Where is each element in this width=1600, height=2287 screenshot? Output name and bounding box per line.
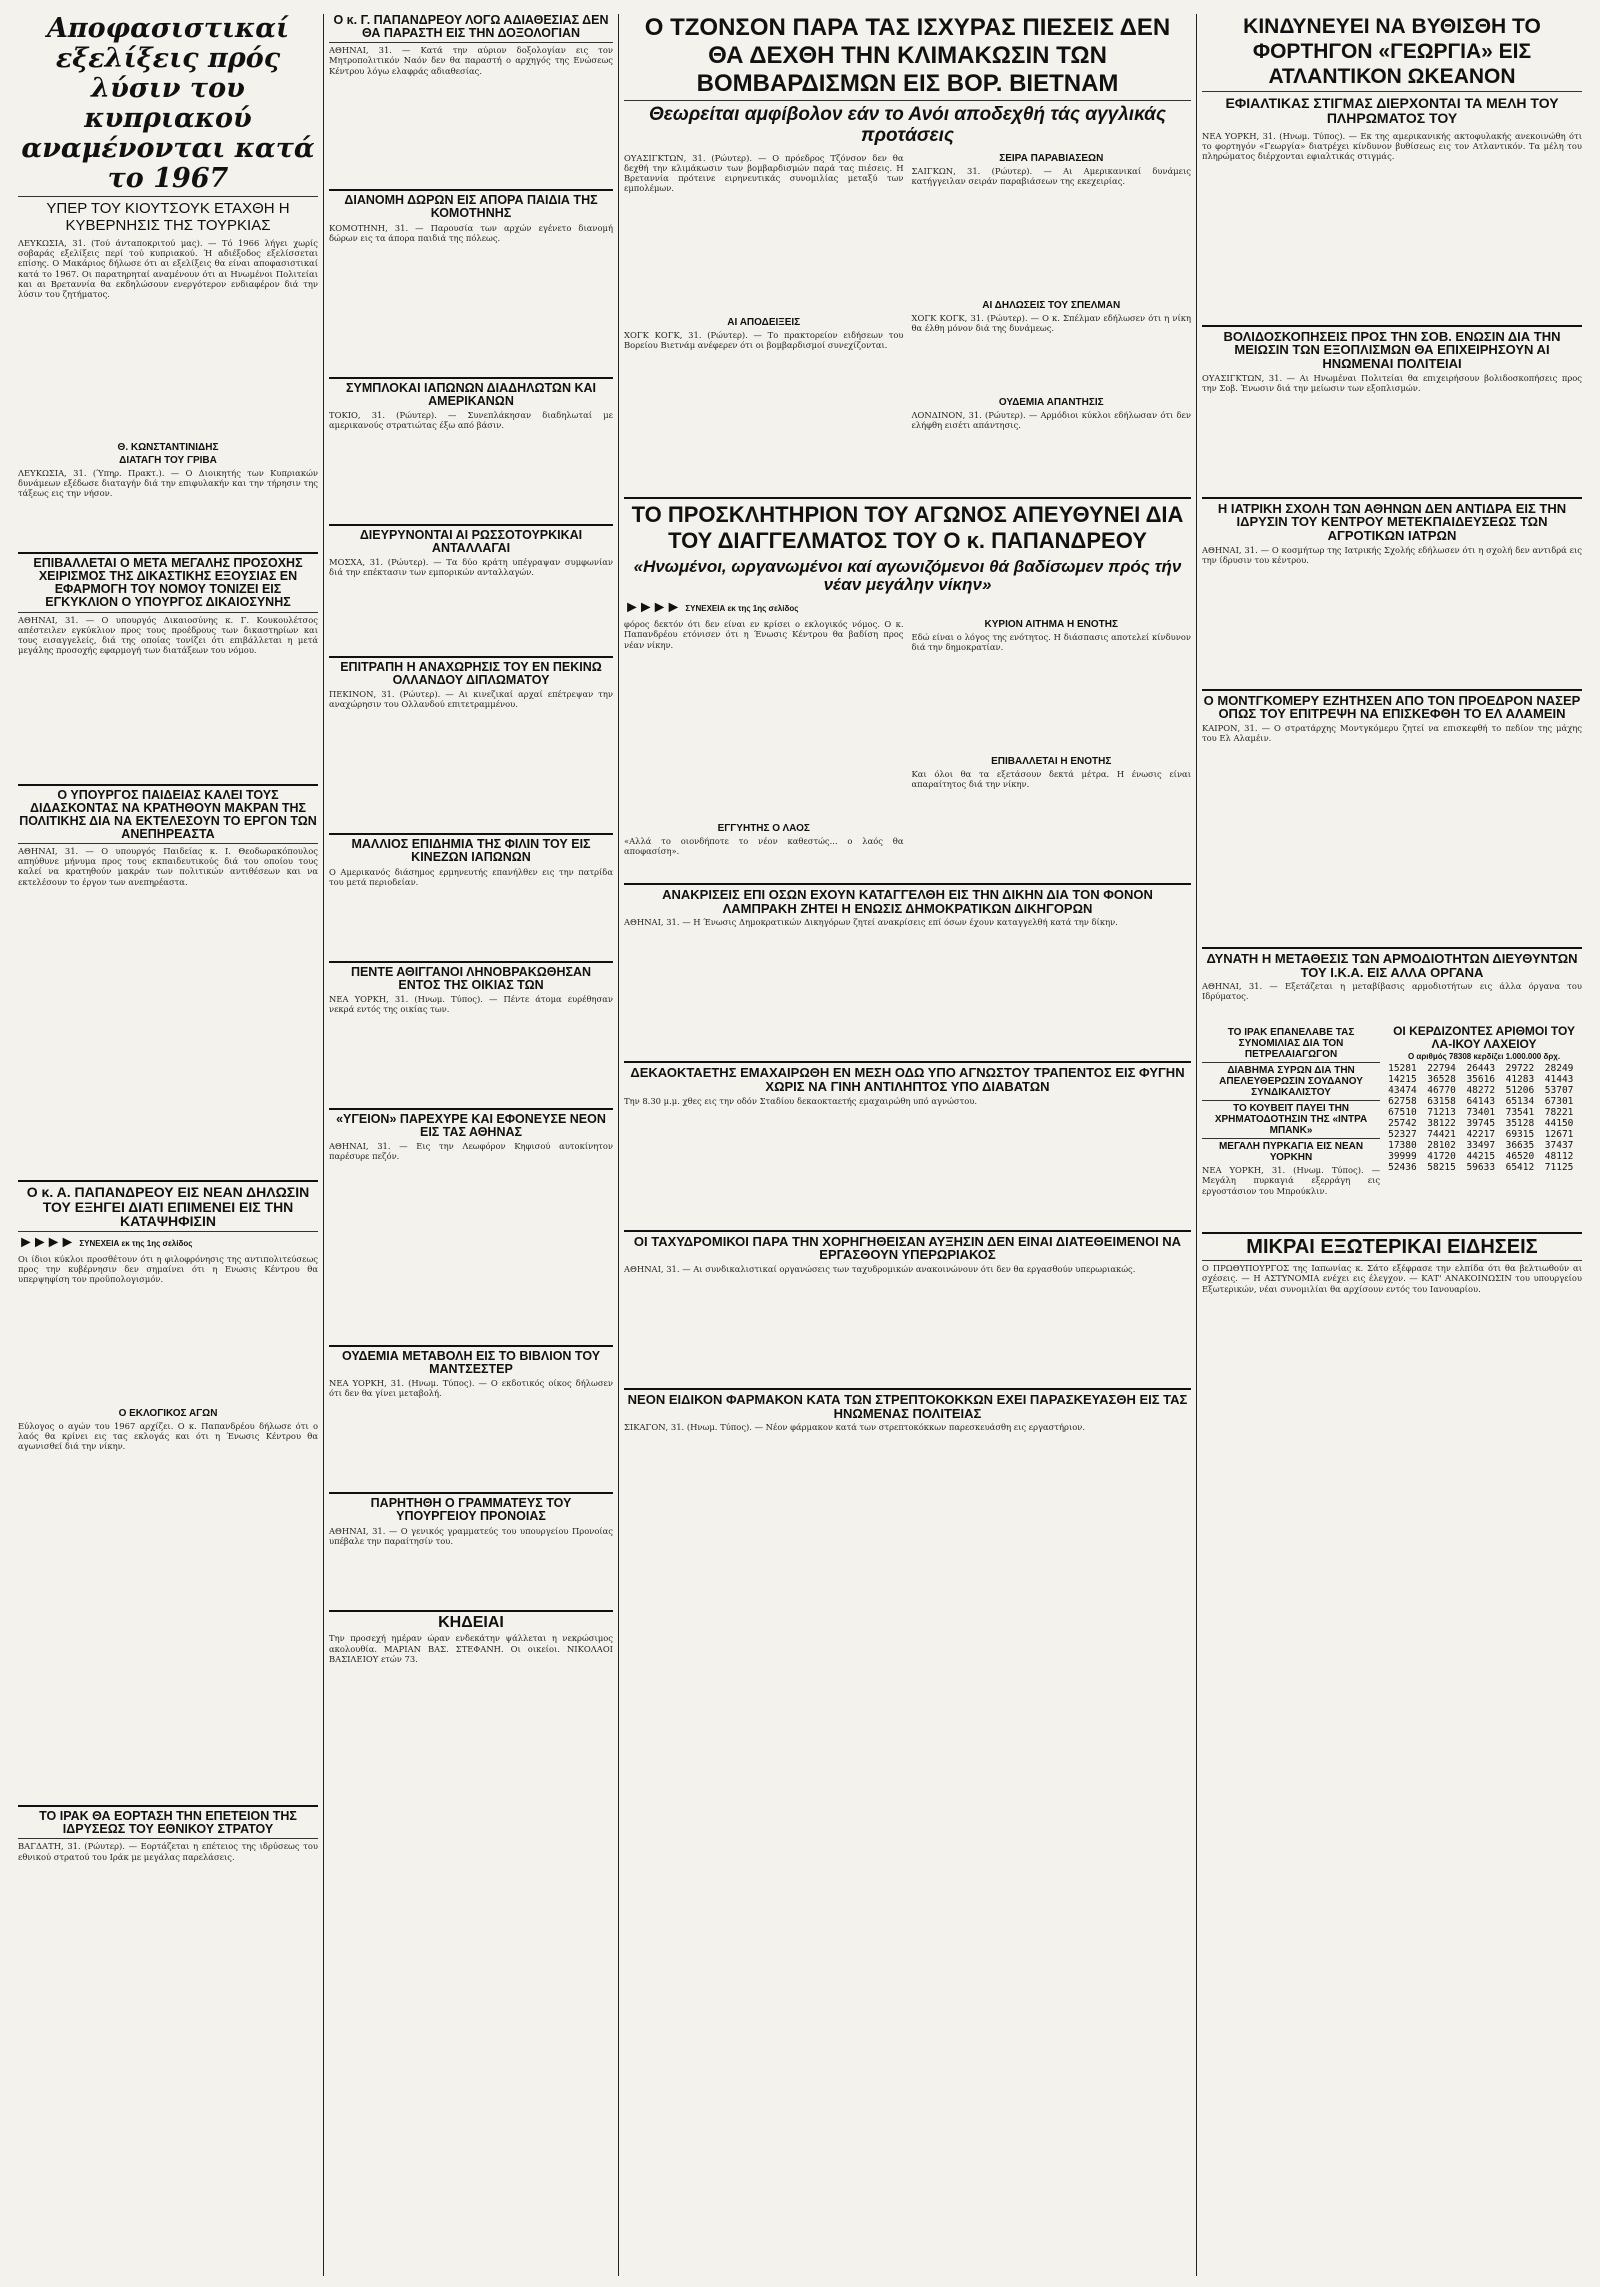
lottery-number: 58215 xyxy=(1427,1162,1456,1174)
headline-medical-school: Η ΙΑΤΡΙΚΗ ΣΧΟΛΗ ΤΩΝ ΑΘΗΝΩΝ ΔΕΝ ΑΝΤΙΔΡΑ ΕΙΣ ΤΗΝ ΙΔΡΥΣΙΝ ΤΟΥ ΚΕΝΤΡΟΥ ΜΕΤΕΚΠΑΙΔΕΥΣΕΩΣ ΤΩΝ ΑΓΡΟΤΙΚΩΝ ΙΑΤΡΩΝ xyxy=(1217,500,1567,543)
lottery-number: 28102 xyxy=(1427,1140,1456,1152)
headline-papandreou-doxology: Ο κ. Γ. ΠΑΠΑΝΔΡΕΟΥ ΛΟΓΩ ΑΔΙΑΘΕΣΙΑΣ ΔΕΝ ΘΑ ΠΑΡΑΣΤΗ ΕΙΣ ΤΗΝ ΔΟΞΟΛΟΓΙΑΝ xyxy=(333,14,609,41)
lottery-number: 62758 xyxy=(1388,1096,1417,1108)
article-body: Ο ΠΡΩΘΥΠΟΥΡΓΟΣ της Ιαπωνίας κ. Σάτο εξέφρασε την ελπίδα ότι θα βελτιωθούν αι σχέσεις. — Η ΑΣΤΥΝΟΜΙΑ ενέχει εις έλεγχον. — ΚΑΤ' ΑΝΑΚΟΙΝΩΣΙΝ του υπουργείου Εξωτερικών, νέαι συνομιλίαι θα αρχίσουν εντός του Ιανουαρίου. xyxy=(1202,1263,1582,1294)
lottery-number: 28249 xyxy=(1544,1063,1574,1075)
lottery-number: 22794 xyxy=(1427,1063,1456,1075)
lottery-number: 52327 xyxy=(1388,1129,1417,1141)
article-body: ΠΕΚΙΝΟΝ, 31. (Ρώυτερ). — Αι κινεζικαί αρχαί επέτρεψαν την αναχώρησιν του Ολλανδού επιτετραμμένου. xyxy=(329,689,613,710)
lottery-number: 53707 xyxy=(1544,1085,1574,1097)
lottery-number: 42217 xyxy=(1466,1129,1496,1141)
article-body: ΑΘΗΝΑΙ, 31. — Ο υπουργός Δικαιοσύνης κ. Γ. Κουκουλέτσος απέστειλεν εγκύκλιον προς τους προέδρους των δικαστηρίων και τους εισαγγελείς, διά της οποίας τονίζει ότι επιβάλλεται η μετά μεγάλης προσοχής εφαρμογή των διατάξεων του νόμου. xyxy=(18,614,318,656)
lottery-number: 35128 xyxy=(1505,1118,1535,1130)
article-body: ΜΟΣΧΑ, 31. (Ρώυτερ). — Τα δύο κράτη υπέγραψαν συμφωνίαν διά την επέκτασιν των εμπορικών ανταλλαγών. xyxy=(329,557,613,578)
subhead-kuwait-intra: ΤΟ ΚΟΥΒΕΙΤ ΠΑΥΕΙ ΤΗΝ ΧΡΗΜΑΤΟΔΟΤΗΣΙΝ ΤΗΣ «ΙΝΤΡΑ ΜΠΑΝΚ» xyxy=(1214,1103,1368,1137)
lottery-number: 48112 xyxy=(1544,1151,1574,1163)
headline-ika: ΔΥΝΑΤΗ Η ΜΕΤΑΘΕΣΙΣ ΤΩΝ ΑΡΜΟΔΙΟΤΗΤΩΝ ΔΙΕΥΘΥΝΤΩΝ ΤΟΥ Ι.Κ.Α. ΕΙΣ ΑΛΛΑ ΟΡΓΑΝΑ xyxy=(1206,950,1578,980)
headline-russia-turkey: ΔΙΕΥΡΥΝΟΝΤΑΙ ΑΙ ΡΩΣΣΟΤΟΥΡΚΙΚΑΙ ΑΝΤΑΛΛΑΓΑΙ xyxy=(359,527,583,555)
subhead-syria-sudan: ΔΙΑΒΗΜΑ ΣΥΡΩΝ ΔΙΑ ΤΗΝ ΑΠΕΛΕΥΘΕΡΩΣΙΝ ΣΟΥΔΑΝΟΥ ΣΥΝΔΙΚΑΛΙΣΤΟΥ xyxy=(1219,1065,1363,1099)
lottery-table xyxy=(1386,1063,1582,1173)
headline-papandreou-statement: Ο κ. Α. ΠΑΠΑΝΔΡΕΟΥ ΕΙΣ ΝΕΑΝ ΔΗΛΩΣΙΝ ΤΟΥ ΕΞΗΓΕΙ ΔΙΑΤΙ ΕΠΙΜΕΝΕΙ ΕΙΣ ΤΗΝ ΚΑΤΑΨΗΦΙΣΙΝ xyxy=(26,1184,310,1230)
headline-mallios: ΜΑΛΛΙΟΣ ΕΠΙΔΗΜΙΑ ΤΗΣ ΦΙΛΙΝ ΤΟΥ ΕΙΣ ΚΙΝΕΖΩΝ ΙΑΠΩΝΩΝ xyxy=(351,837,591,865)
arrow-ornament-icon: ►►►► xyxy=(18,1234,74,1252)
article-body: ΤΟΚΙΟ, 31. (Ρώυτερ). — Συνεπλάκησαν διαδηλωταί με αμερικανούς στρατιώτας έξω από βάσιν. xyxy=(329,409,613,430)
lottery-number: 12671 xyxy=(1544,1129,1574,1141)
subheadline-hanoi: Θεωρείται αμφίβολον εάν το Ανόι αποδεχθή τάς αγγλικάς προτάσεις xyxy=(649,104,1166,146)
article-body: ΑΘΗΝΑΙ, 31. — Ο υπουργός Παιδείας κ. Ι. Θεοδωρακόπουλος απηύθυνε μήνυμα προς τους εκπαιδευτικούς διά του οποίου τους καλεί να κρατηθούν μακράν των πολιτικών αντιθέσεων και να εκτελέσουν το έργον των ανεπηρέαστα. xyxy=(18,846,318,887)
subhead-violations: ΣΕΙΡΑ ΠΑΡΑΒΙΑΣΕΩΝ xyxy=(999,152,1104,164)
article-body: Και όλοι θα τα εξετάσουν δεκτά μέτρα. Η ένωσις είναι απαραίτητος διά την νίκην. xyxy=(911,769,1191,790)
article-body: ΑΘΗΝΑΙ, 31. — Αι συνδικαλιστικαί οργανώσεις των ταχυδρομικών ανακοινώνουν ότι δεν θα εργασθούν υπερωριακώς. xyxy=(624,1264,1136,1274)
article-body: ΑΘΗΝΑΙ, 31. — Εις την Λεωφόρον Κηφισού αυτοκίνητον παρέσυρε πεζόν. xyxy=(329,1141,613,1162)
continuation-note: ΣΥΝΕΧΕΙΑ εκ της 1ης σελίδος xyxy=(685,603,799,613)
article-body: ΣΑΙΓΚΩΝ, 31. (Ρώυτερ). — Αι Αμερικανικαί δυνάμεις κατήγγειλαν σειράν παραβιάσεων της εκεχειρίας. xyxy=(911,165,1191,186)
lottery-row xyxy=(1386,1151,1582,1162)
article-body: φόρος δεκτόν ότι δεν είναι εν κρίσει ο εκλογικός νόμος. Ο κ. Παπανδρέου ετόνισεν ότι η Ένωσις Κέντρου θα βαδίση προς νέαν νίκην. xyxy=(624,619,904,650)
lottery-number: 26443 xyxy=(1466,1063,1496,1075)
subhead-spelman: ΑΙ ΔΗΛΩΣΕΙΣ ΤΟΥ ΣΠΕΛΜΑΝ xyxy=(982,299,1121,311)
headline-cyprus: Αποφασιστικαί εξελίξεις πρός λύσιν του κυπριακού αναμένονται κατά το 1967 xyxy=(21,14,315,194)
lottery-number: 73541 xyxy=(1505,1107,1535,1119)
article-body: ΝΕΑ ΥΟΡΚΗ, 31. (Ηνωμ. Τύπος). — Ο εκδοτικός οίκος δήλωσεν ότι δεν θα γίνει μεταβολή. xyxy=(329,1378,613,1399)
lottery-number: 67301 xyxy=(1544,1096,1574,1108)
lottery-number: 29722 xyxy=(1505,1063,1535,1075)
lottery-number: 67510 xyxy=(1388,1107,1417,1119)
subhead-election: Ο ΕΚΛΟΓΙΚΟΣ ΑΓΩΝ xyxy=(118,1408,218,1420)
subhead-guarantor: ΕΓΓΥΗΤΗΣ Ο ΛΑΟΣ xyxy=(717,823,810,835)
article-body: Την προσεχή ημέραν ώραν ενδεκάτην ψάλλεται η νεκρώσιμος ακολουθία. ΜΑΡΙΑΝ ΒΑΣ. ΣΤΕΦΑΝΗ. Οι οικείοι. ΝΙΚΟΛΑΟΙ ΒΑΣΙΛΕΙΟΥ ετών 73. xyxy=(329,1633,613,1664)
lottery-row xyxy=(1386,1063,1582,1074)
headline-peking-diplomat: ΕΠΙΤΡΑΠΗ Η ΑΝΑΧΩΡΗΣΙΣ ΤΟΥ ΕΝ ΠΕΚΙΝΩ ΟΛΛΑΝΔΟΥ ΔΙΠΛΩΜΑΤΟΥ xyxy=(340,660,602,688)
headline-johnson: Ο ΤΖΟΝΣΟΝ ΠΑΡΑ ΤΑΣ ΙΣΧΥΡΑΣ ΠΙΕΣΕΙΣ ΔΕΝ ΘΑ ΔΕΧΘΗ ΤΗΝ ΚΛΙΜΑΚΩΣΙΝ ΤΩΝ ΒΟΜΒΑΡΔΙΣΜΩΝ ΕΙΣ ΒΟΡ. ΒΙΕΤΝΑΜ xyxy=(644,14,1171,97)
article-body: ΛΟΝΔΙΝΟΝ, 31. (Ρώυτερ). — Αρμόδιοι κύκλοι εδήλωσαν ότι δεν ελήφθη εισέτι απάντησις. xyxy=(911,409,1191,430)
lottery-number: 44215 xyxy=(1466,1151,1496,1163)
lottery-number: 64143 xyxy=(1466,1096,1496,1108)
article-body: ΝΕΑ ΥΟΡΚΗ, 31. (Ηνωμ. Τύπος). — Μεγάλη πυρκαγιά εξερράγη εις εργοστάσιον του Μπρούκλιν. xyxy=(1202,1165,1381,1196)
subheadline-turkey: ΥΠΕΡ ΤΟΥ ΚΙΟΥΤΣΟΥΚ ΕΤΑΧΘΗ Η ΚΥΒΕΡΝΗΣΙΣ ΤΗΣ ΤΟΥΡΚΙΑΣ xyxy=(46,200,290,234)
arrow-ornament-icon: ►►►► xyxy=(624,599,680,617)
article-body: ΒΑΓΔΑΤΗ, 31. (Ρώυτερ). — Εορτάζεται η επέτειος της ιδρύσεως του εθνικού στρατού του Ιράκ με μεγάλας παρελάσεις. xyxy=(18,1841,318,1862)
lottery-number: 74421 xyxy=(1427,1129,1456,1141)
article-body: ΛΕΥΚΩΣΙΑ, 31. (Ύπηρ. Πρακτ.). — Ο Διοικητής των Κυπριακών δυνάμεων εξέδωσε διαταγήν διά την επιφυλακήν και την τήρησιν της τάξεως εις την νήσον. xyxy=(18,468,318,499)
headline-stabbing: ΔΕΚΑΟΚΤΑΕΤΗΣ ΕΜΑΧΑΙΡΩΘΗ ΕΝ ΜΕΣΗ ΟΔΩ ΥΠΟ ΑΓΝΩΣΤΟΥ ΤΡΑΠΕΝΤΟΣ ΕΙΣ ΦΥΓΗΝ ΧΩΡΙΣ ΝΑ ΓΙΝΗ ΑΝΤΙΛΗΠΤΟΣ ΥΠΟ ΔΙΑΒΑΤΩΝ xyxy=(630,1065,1185,1095)
signature: Θ. ΚΩΝΣΤΑΝΤΙΝΙΔΗΣ xyxy=(117,442,219,453)
lottery-number: 71213 xyxy=(1427,1107,1456,1119)
article-body: ΑΘΗΝΑΙ, 31. — Ο γενικός γραμματεύς του υπουργείου Προνοίας υπέβαλε την παραίτησίν του. xyxy=(329,1525,613,1546)
headline-georgia-ship: ΚΙΝΔΥΝΕΥΕΙ ΝΑ ΒΥΘΙΣΘΗ ΤΟ ΦΟΡΤΗΓΟΝ «ΓΕΩΡΓΙΑ» ΕΙΣ ΑΤΛΑΝΤΙΚΟΝ ΩΚΕΑΝΟΝ xyxy=(1243,15,1541,88)
subhead-ny-fire: ΜΕΓΑΛΗ ΠΥΡΚΑΓΙΑ ΕΙΣ ΝΕΑΝ ΥΟΡΚΗΝ xyxy=(1218,1141,1364,1164)
column-rule xyxy=(1196,14,1197,2276)
lottery-number: 37437 xyxy=(1544,1140,1574,1152)
subheadline-quote: «Ηνωμένοι, ωργανωμένοι καί αγωνιζόμενοι θά βαδίσωμεν πρός τήν νέαν μεγάλην νίκην» xyxy=(633,556,1182,595)
article-body: ΚΟΜΟΤΗΝΗ, 31. — Παρουσία των αρχών εγένετο διανομή δώρων εις τα άπορα παιδιά της πόλεως. xyxy=(329,222,613,243)
lottery-number: 51206 xyxy=(1505,1085,1535,1097)
lottery-row xyxy=(1386,1118,1582,1129)
headline-iraq-army: ΤΟ ΙΡΑΚ ΘΑ ΕΟΡΤΑΣΗ ΤΗΝ ΕΠΕΤΕΙΟΝ ΤΗΣ ΙΔΡΥΣΕΩΣ ΤΟΥ ΕΘΝΙΚΟΥ ΣΤΡΑΤΟΥ xyxy=(39,1809,297,1837)
lottery-number: 78221 xyxy=(1544,1107,1574,1119)
article-body: Εύλογος ο αγών του 1967 αρχίζει. Ο κ. Παπανδρέου δήλωσε ότι ο λαός θα κρίνει εις τας εκλογάς και ότι η Ένωσις Κέντρου θα αγωνισθεί διά την νίκην. xyxy=(18,1421,318,1452)
article-body: ΚΑΙΡΟΝ, 31. — Ο στρατάρχης Μοντγκόμερυ ζητεί να επισκεφθή το πεδίον της μάχης του Ελ Αλαμέιν. xyxy=(1202,722,1582,744)
article-body: ΣΙΚΑΓΟΝ, 31. (Ηνωμ. Τύπος). — Νέον φάρμακον κατά των στρεπτοκόκκων παρεσκευάσθη εις εργαστήριον. xyxy=(624,1422,1086,1433)
lottery-row xyxy=(1386,1162,1582,1173)
headline-manchester-book: ΟΥΔΕΜΙΑ ΜΕΤΑΒΟΛΗ ΕΙΣ ΤΟ ΒΙΒΛΙΟΝ ΤΟΥ ΜΑΝΤΣΕΣΤΕΡ xyxy=(341,1349,601,1377)
article-body: Οι ίδιοι κύκλοι προσθέτουν ότι η φιλοφρόνησις της αντιπολιτεύσεως προς την κυβέρνησιν δεν σημαίνει ότι η Ενωσις Κέντρου θα υπερψηφίση τον προϋπολογισμόν. xyxy=(18,1254,318,1285)
lottery-number: 17380 xyxy=(1388,1140,1417,1152)
lottery-number: 15281 xyxy=(1388,1063,1417,1075)
lottery-number: 46770 xyxy=(1427,1085,1456,1097)
headline-komotini: ΔΙΑΝΟΜΗ ΔΩΡΩΝ ΕΙΣ ΑΠΟΡΑ ΠΑΙΔΙΑ ΤΗΣ ΚΟΜΟΤΗΝΗΣ xyxy=(344,193,598,221)
subhead-no-answer: ΟΥΔΕΜΙΑ ΑΠΑΝΤΗΣΙΣ xyxy=(998,396,1104,408)
lottery-number: 65412 xyxy=(1505,1162,1535,1174)
headline-postal-workers: ΟΙ ΤΑΧΥΔΡΟΜΙΚΟΙ ΠΑΡΑ ΤΗΝ ΧΟΡΗΓΗΘΕΙΣΑΝ ΑΥΞΗΣΙΝ ΔΕΝ ΕΙΝΑΙ ΔΙΑΤΕΘΕΙΜΕΝΟΙ ΝΑ ΕΡΓΑΣΘΟΥΝ ΥΠΕΡΩΡΙΑΚΟΣ xyxy=(633,1233,1182,1263)
continuation-note: ΣΥΝΕΧΕΙΑ εκ της 1ης σελίδος xyxy=(79,1238,193,1248)
headline-call-to-struggle: ΤΟ ΠΡΟΣΚΛΗΤΗΡΙΟΝ ΤΟΥ ΑΓΩΝΟΣ ΑΠΕΥΘΥΝΕΙ ΔΙΑ ΤΟΥ ΔΙΑΓΓΕΛΜΑΤΟΣ ΤΟΥ Ο κ. ΠΑΠΑΝΔΡΕΟΥ xyxy=(631,501,1184,553)
article-body: ΧΟΓΚ ΚΟΓΚ, 31. (Ρώυτερ). — Το πρακτορείον ειδήσεων του Βορείου Βιετνάμ ανέφερεν ότι οι βομβαρδισμοί συνεχίζονται. xyxy=(624,329,904,350)
headline-welfare-secretary: ΠΑΡΗΤΗΘΗ Ο ΓΡΑΜΜΑΤΕΥΣ ΤΟΥ ΥΠΟΥΡΓΕΙΟΥ ΠΡΟΝΟΙΑΣ xyxy=(370,1496,572,1524)
lottery-number: 71125 xyxy=(1544,1162,1574,1174)
lottery-number: 44150 xyxy=(1544,1118,1574,1130)
article-body: ΑΘΗΝΑΙ, 31. — Ο κοσμήτωρ της Ιατρικής Σχολής εδήλωσεν ότι η σχολή δεν αντιδρά εις την ίδρυσιν του κέντρου. xyxy=(1202,544,1582,565)
headline-gypsies: ΠΕΝΤΕ ΑΘΙΓΓΑΝΟΙ ΛΗΝΟΒΡΑΚΩΘΗΣΑΝ ΕΝΤΟΣ ΤΗΣ ΟΙΚΙΑΣ ΤΩΝ xyxy=(350,964,592,992)
article-body: «Αλλά το οιονδήποτε το νέον καθεστώς... ο λαός θα αποφασίση». xyxy=(624,836,904,857)
article-body: ΑΘΗΝΑΙ, 31. — Κατά την αύριον δοξολογίαν εις τον Μητροπολιτικόν Ναόν δεν θα παραστή ο αρχηγός της Ενώσεως Κέντρου λόγω ελαφράς αδιαθεσίας. xyxy=(329,45,613,76)
article-body: ΛΕΥΚΩΣΙΑ, 31. (Τού άνταποκριτού μας). — Τό 1966 λήγει χωρίς σοβαράς εξελίξεις περί τού κυπριακού. Ή αδιέξοδος εξελίσσεται επίσης. Ο Μακάριος δήλωσε ότι αι εξελίξεις θα είναι αποφασιστικαί κατά το 1967. Οι παρατηρηταί αναμένουν ότι αι Ηνωμένοι Πολιτείαι και αι Βρεταννία θα εκδηλώσουν ενεργότερον ενδιαφέρον διά την λύσιν του ζητήματος. xyxy=(18,238,318,300)
lottery-number: 41443 xyxy=(1544,1074,1574,1086)
article-body: ΑΘΗΝΑΙ, 31. — Η Ένωσις Δημοκρατικών Δικηγόρων ζητεί ανακρίσεις επί όσων έχουν καταγγελθή κατά την δίκην. xyxy=(624,917,1118,928)
subhead-unity-demand: ΚΥΡΙΟΝ ΑΙΤΗΜΑ Η ΕΝΟΤΗΣ xyxy=(984,619,1118,631)
lottery-number: 65134 xyxy=(1505,1096,1535,1108)
lottery-number: 48272 xyxy=(1466,1085,1496,1097)
article-body: ΝΕΑ ΥΟΡΚΗ, 31. (Ηνωμ. Τύπος). — Εκ της αμερικανικής ακτοφυλακής ανεκοινώθη ότι το φορτηγόν «Γεωργία» διατρέχει κίνδυνον βυθίσεως εις τον Ατλαντικόν. Τα μέλη του πληρώματος διέρχονται εφιαλτικάς στιγμάς. xyxy=(1202,130,1582,162)
lottery-number: 43474 xyxy=(1388,1085,1417,1097)
lottery-row xyxy=(1386,1085,1582,1096)
lottery-number: 36528 xyxy=(1427,1074,1456,1086)
lottery-number: 39999 xyxy=(1388,1151,1417,1163)
lottery-number: 63158 xyxy=(1427,1096,1456,1108)
lottery-number: 41283 xyxy=(1505,1074,1535,1086)
lottery-number: 36635 xyxy=(1505,1140,1535,1152)
lottery-number: 46520 xyxy=(1505,1151,1535,1163)
lottery-number: 69315 xyxy=(1505,1129,1535,1141)
column-rule xyxy=(323,14,324,2276)
lottery-number: 25742 xyxy=(1388,1118,1417,1130)
article-body: ΟΥΑΣΙΓΚΤΩΝ, 31. — Αι Ηνωμέναι Πολιτείαι θα επιχειρήσουν βολιδοσκοπήσεις προς την Σοβ. Ένωσιν διά την μείωσιν των εξοπλισμών. xyxy=(1202,372,1582,393)
headline-foreign-briefs: ΜΙΚΡΑΙ ΕΞΩΤΕΡΙΚΑΙ ΕΙΔΗΣΕΙΣ xyxy=(1246,1236,1538,1259)
lottery-number: 59633 xyxy=(1466,1162,1496,1174)
lottery-row xyxy=(1386,1129,1582,1140)
lottery-number: 73401 xyxy=(1466,1107,1496,1119)
subhead-iraq-pipeline: ΤΟ ΙΡΑΚ ΕΠΑΝΕΛΑΒΕ ΤΑΣ ΣΥΝΟΜΙΛΙΑΣ ΔΙΑ ΤΟΝ ΠΕΤΡΕΛΑΙΑΓΩΓΟΝ xyxy=(1227,1027,1355,1061)
lottery-number: 52436 xyxy=(1388,1162,1417,1174)
lottery-row xyxy=(1386,1107,1582,1118)
article-body: ΝΕΑ ΥΟΡΚΗ, 31. (Ηνωμ. Τύπος). — Πέντε άτομα ευρέθησαν νεκρά εντός της οικίας των. xyxy=(329,993,613,1014)
headline-montgomery: Ο ΜΟΝΤΓΚΟΜΕΡΥ ΕΖΗΤΗΣΕΝ ΑΠΟ ΤΟΝ ΠΡΟΕΔΡΟΝ ΝΑΣΕΡ ΟΠΩΣ ΤΟΥ ΕΠΙΤΡΕΨΗ ΝΑ ΕΠΙΣΚΕΦΘΗ ΤΟ ΕΛ ΑΛΑΜΕΙΝ xyxy=(1203,692,1581,722)
lottery-number: 14215 xyxy=(1388,1074,1417,1086)
lottery-number: 33497 xyxy=(1466,1140,1496,1152)
headline-justice: ΕΠΙΒΑΛΛΕΤΑΙ Ο ΜΕΤΑ ΜΕΓΑΛΗΣ ΠΡΟΣΟΧΗΣ ΧΕΙΡΙΣΜΟΣ ΤΗΣ ΔΙΚΑΣΤΙΚΗΣ ΕΞΟΥΣΙΑΣ ΕΝ ΕΦΑΡΜΟΓΗ ΤΟΥ ΝΟΜΟΥ ΤΟΝΙΖΕΙ ΕΙΣ ΕΓΚΥΚΛΙΟΝ Ο ΥΠΟΥΡΓΟΣ ΔΙΚΑΙΟΣΥΝΗΣ xyxy=(33,556,303,610)
lottery-row xyxy=(1386,1074,1582,1085)
subhead-grivas: ΔΙΑΤΑΓΗ ΤΟΥ ΓΡΙΒΑ xyxy=(119,455,217,466)
headline-ygeion: «ΥΓΕΙΟΝ» ΠΑΡΕΧΥΡΕ ΚΑΙ ΕΦΟΝΕΥΣΕ ΝΕΟΝ ΕΙΣ ΤΑΣ ΑΘΗΝΑΣ xyxy=(336,1111,606,1139)
lottery-row xyxy=(1386,1140,1582,1151)
lottery-number: 38122 xyxy=(1427,1118,1456,1130)
subheadline-crew: ΕΦΙΑΛΤΙΚΑΣ ΣΤΙΓΜΑΣ ΔΙΕΡΧΟΝΤΑΙ ΤΑ ΜΕΛΗ ΤΟΥ ΠΛΗΡΩΜΑΤΟΣ ΤΟΥ xyxy=(1225,95,1559,127)
subhead-proofs: ΑΙ ΑΠΟΔΕΙΞΕΙΣ xyxy=(727,316,801,328)
article-body: ΑΘΗΝΑΙ, 31. — Εξετάζεται η μεταβίβασις αρμοδιοτήτων εις άλλα όργανα του Ιδρύματος. xyxy=(1202,981,1582,1002)
headline-funerals: ΚΗΔΕΙΑΙ xyxy=(438,1613,504,1631)
subhead-unity: ΕΠΙΒΑΛΛΕΤΑΙ Η ΕΝΟΤΗΣ xyxy=(991,756,1112,768)
lottery-number: 41720 xyxy=(1427,1151,1456,1163)
headline-lambrakis: ΑΝΑΚΡΙΣΕΙΣ ΕΠΙ ΟΣΩΝ ΕΧΟΥΝ ΚΑΤΑΓΓΕΛΘΗ ΕΙΣ ΤΗΝ ΔΙΚΗΝ ΔΙΑ ΤΟΝ ΦΟΝΟΝ ΛΑΜΠΡΑΚΗ ΖΗΤΕΙ Η ΕΝΩΣΙΣ ΔΗΜΟΚΡΑΤΙΚΩΝ ΔΙΚΗΓΟΡΩΝ xyxy=(662,887,1153,916)
newspaper-page xyxy=(18,14,1582,2276)
headline-disarmament: ΒΟΛΙΔΟΣΚΟΠΗΣΕΙΣ ΠΡΟΣ ΤΗΝ ΣΟΒ. ΕΝΩΣΙΝ ΔΙΑ ΤΗΝ ΜΕΙΩΣΙΝ ΤΩΝ ΕΞΟΠΛΙΣΜΩΝ ΘΑ ΕΠΙΧΕΙΡΗΣΟΥΝ ΑΙ ΗΝΩΜΕΝΑΙ ΠΟΛΙΤΕΙΑΙ xyxy=(1223,328,1561,372)
article-body: ΟΥΑΣΙΓΚΤΩΝ, 31. (Ρώυτερ). — Ο πρόεδρος Τζόνσον δεν θα δεχθή την κλιμάκωσιν των βομβαρδισμών παρά τας πιέσεις. Η Βρεταννία πρότεινε ειρηνευτικάς συνομιλίας μεταξύ των εμπολέμων. xyxy=(624,152,904,194)
column-rule xyxy=(618,14,619,2276)
article-body: Την 8.30 μ.μ. χθες εις την οδόν Σταδίου δεκαοκταετής εμαχαιρώθη υπό αγνώστου. xyxy=(624,1095,978,1106)
article-body: ΧΟΓΚ ΚΟΓΚ, 31. (Ρώυτερ). — Ο κ. Σπέλμαν εδήλωσεν ότι η νίκη θα έλθη μόνον διά της δυνάμεως. xyxy=(911,312,1191,333)
lottery-number: 39745 xyxy=(1466,1118,1496,1130)
lottery-number: 35616 xyxy=(1466,1074,1496,1086)
headline-new-drug: ΝΕΟΝ ΕΙΔΙΚΟΝ ΦΑΡΜΑΚΟΝ ΚΑΤΑ ΤΩΝ ΣΤΡΕΠΤΟΚΟΚΚΩΝ ΕΧΕΙ ΠΑΡΑΣΚΕΥΑΣΘΗ ΕΙΣ ΤΑΣ ΗΝΩΜΕΝΑΣ ΠΟΛΙΤΕΙΑΣ xyxy=(627,1392,1188,1421)
lottery-intro: Ο αριθμός 78308 κερδίζει 1.000.000 δρχ. xyxy=(1407,1052,1561,1062)
article-body: Ο Αμερικανός διάσημος ερμηνευτής επανήλθεν εις την πατρίδα του μετά περιοδείαν. xyxy=(329,866,613,887)
article-body: Εδώ είναι ο λόγος της ενότητος. Η διάσπασις αποτελεί κίνδυνον διά την δημοκρατίαν. xyxy=(911,632,1191,653)
headline-education: Ο ΥΠΟΥΡΓΟΣ ΠΑΙΔΕΙΑΣ ΚΑΛΕΙ ΤΟΥΣ ΔΙΔΑΣΚΟΝΤΑΣ ΝΑ ΚΡΑΤΗΘΟΥΝ ΜΑΚΡΑΝ ΤΗΣ ΠΟΛΙΤΙΚΗΣ ΔΙΑ ΝΑ ΕΚΤΕΛΕΣΟΥΝ ΤΟ ΕΡΓΟΝ ΤΩΝ ΑΝΕΠΗΡΕΑΣΤΑ xyxy=(19,787,317,841)
lottery-row xyxy=(1386,1096,1582,1107)
headline-japan: ΣΥΜΠΛΟΚΑΙ ΙΑΠΩΝΩΝ ΔΙΑΔΗΛΩΤΩΝ ΚΑΙ ΑΜΕΡΙΚΑΝΩΝ xyxy=(346,380,596,408)
headline-lottery: ΟΙ ΚΕΡΔΙΖΟΝΤΕΣ ΑΡΙΘΜΟΙ ΤΟΥ ΛΑ-ΙΚΟΥ ΛΑΧΕΙΟΥ xyxy=(1393,1024,1576,1051)
